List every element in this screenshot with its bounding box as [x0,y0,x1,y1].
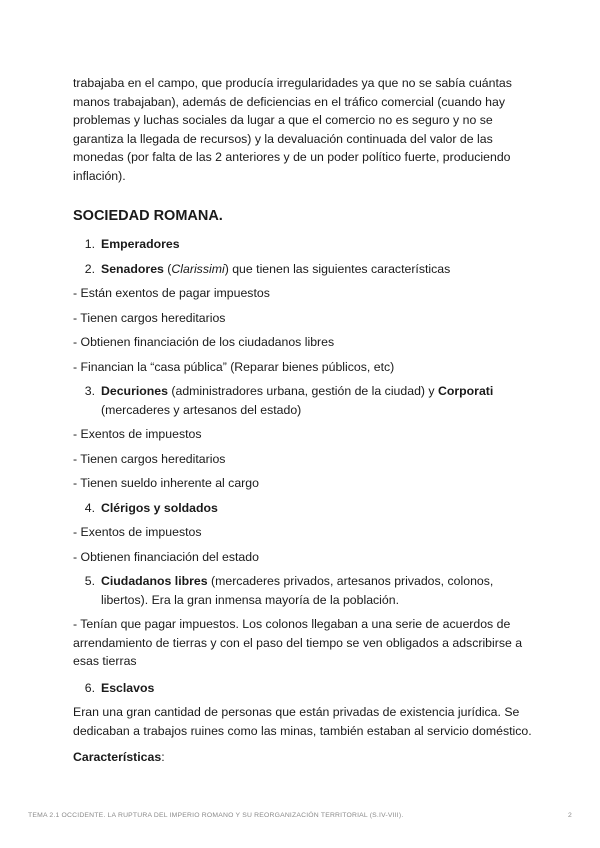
list-number: 5. [84,574,95,588]
esclavos-paragraph: Eran una gran cantidad de personas que están privadas de existencia jurídica. Se dedicaban a trabajos ruines como las minas, también estaban al servicio doméstico. [73,705,532,738]
item-title-secondary: Corporati [437,384,494,398]
list-item-senadores [73,260,533,279]
caracteristicas-label: Características [73,750,162,764]
decuriones-points [73,425,533,493]
section-title: SOCIEDAD ROMANA. [73,208,223,224]
list-item-clerigos [73,499,533,518]
item-text: ) que tienen las siguientes características [224,261,451,276]
list-item: - Obtienen financiación de los ciudadanos libres [73,335,335,349]
list-item-decuriones [73,382,533,419]
clerigos-points [73,523,533,566]
senadores-points [73,284,533,376]
item-text: ( [163,261,172,276]
item-italic: Clarissimi [171,261,225,276]
list-number: 4. [84,500,95,515]
list-item: - Tienen cargos hereditarios [73,310,226,325]
caracteristicas-colon: : [161,750,165,764]
item-title: Ciudadanos libres [101,574,208,588]
item-title: Esclavos [101,680,155,695]
list-number: 6. [84,680,95,695]
list-number: 3. [84,384,95,398]
item-title: Clérigos y soldados [101,500,218,515]
item-title: Emperadores [101,237,180,251]
list-number: 1. [84,237,95,251]
list-item: - Tienen cargos hereditarios [73,451,226,466]
item-title: Senadores [101,261,164,276]
list-item: - Exentos de impuestos [73,427,202,441]
list-item: - Tienen sueldo inherente al cargo [73,476,259,490]
page-number: 2 [568,812,572,819]
list-item-emperadores [73,235,533,254]
list-number: 2. [84,261,95,276]
item-title: Decuriones [101,384,168,398]
ciudadanos-paragraph: - Tenían que pagar impuestos. Los colonos llegaban a una serie de acuerdos de arrendamiento de tierras y con el paso del tiempo se ven obligados a adscribirse a esas tierras [73,617,523,668]
list-item: - Financian la “casa pública” (Reparar bienes públicos, etc) [73,359,395,374]
page-footer [28,812,572,819]
intro-paragraph: trabajaba en el campo, que producía irregularidades ya que no se sabía cuántas manos trabajaban), además de deficiencias en el tráfico comercial (cuando hay problemas y luchas sociales da lugar a que el comercio no es seguro y no se garantiza la llegada de recursos) y la devaluación continuada del valor de las monedas (por falta de las 2 anteriores y de un poder político fuerte, produciendo inflación). [73,76,512,183]
list-item: - Obtienen financiación del estado [73,549,259,564]
document-page [73,74,533,775]
list-item: - Están exentos de pagar impuestos [73,286,270,300]
item-text: (administradores urbana, gestión de la ciudad) y [167,384,438,398]
footer-title: TEMA 2.1 OCCIDENTE. LA RUPTURA DEL IMPERIO ROMANO Y SU REORGANIZACIÓN TERRITORIAL (S.IV-VIII). [28,812,404,819]
item-text: (mercaderes privados, artesanos privados, colonos, libertos). Era la gran inmensa mayoría de la población. [101,574,494,607]
list-item: - Exentos de impuestos [73,525,202,539]
item-text: (mercaderes y artesanos del estado) [101,402,302,417]
caracteristicas-heading [73,748,533,767]
list-item-ciudadanos [73,572,533,609]
list-item-esclavos [73,679,533,698]
